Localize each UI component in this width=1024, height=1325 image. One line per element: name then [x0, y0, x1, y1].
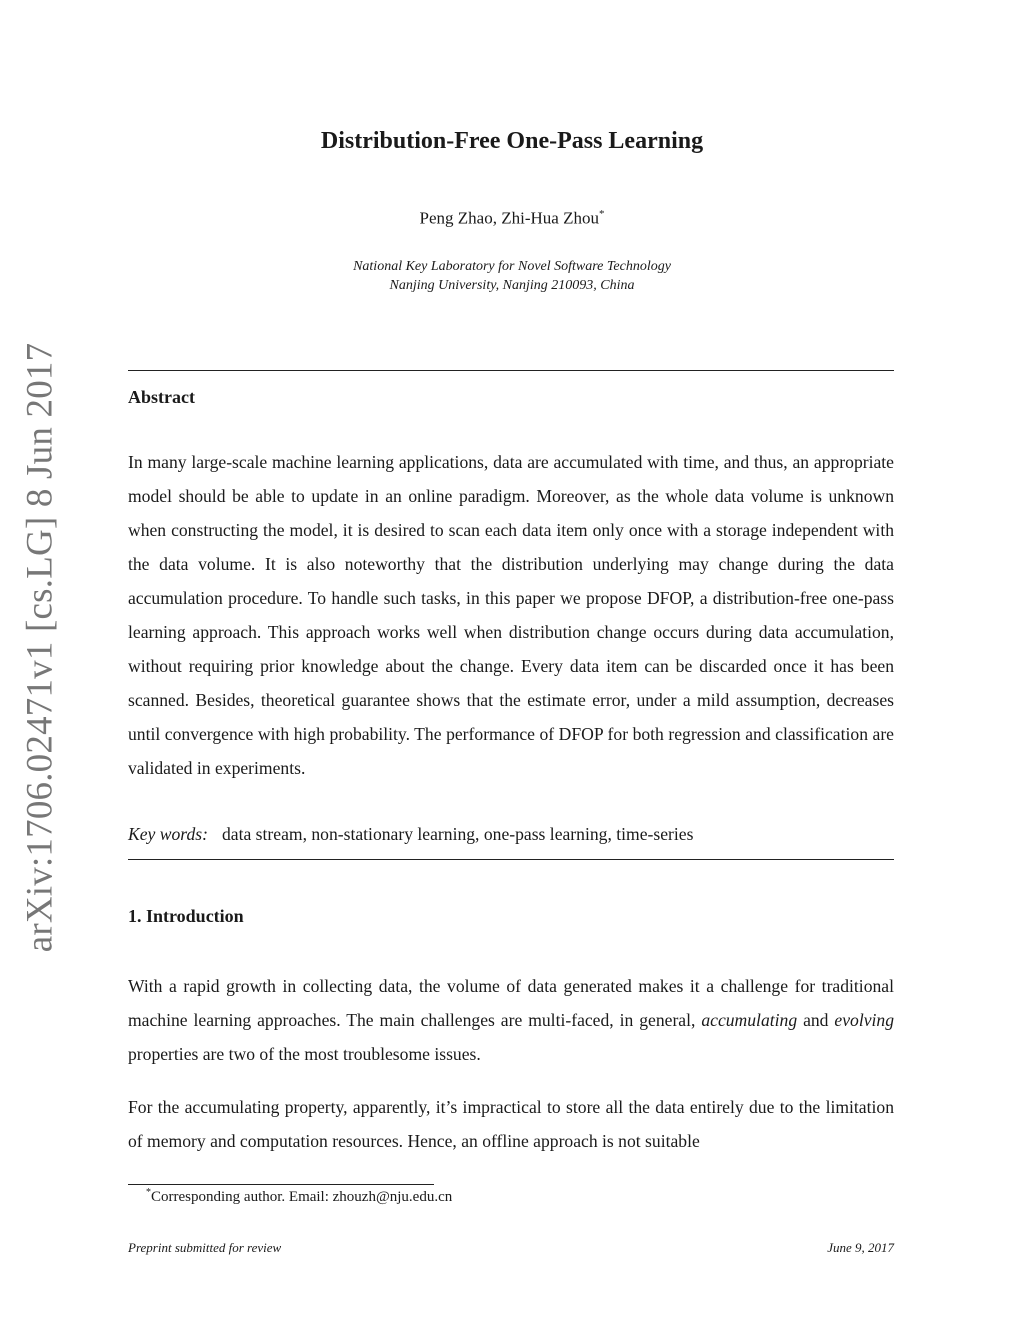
- intro-p1-emphasis-evolving: evolving: [834, 1010, 894, 1030]
- affiliation-line-2: Nanjing University, Nanjing 210093, China: [389, 278, 635, 293]
- authors-line: [0, 208, 1024, 229]
- intro-p1-emphasis-accumulating: accumulating: [701, 1010, 798, 1030]
- affiliation-line-1: National Key Laboratory for Novel Software Technology: [353, 259, 671, 274]
- abstract-heading: Abstract: [128, 387, 195, 407]
- intro-p1-tail: properties are two of the most troublesome issues.: [128, 1044, 481, 1064]
- arxiv-identifier: arXiv:1706.02471v1 [cs.LG] 8 Jun 2017: [19, 342, 61, 952]
- footer-preprint-note: Preprint submitted for review: [128, 1240, 282, 1255]
- corresponding-author-mark: *: [598, 208, 605, 220]
- footnote-mark: *: [146, 1187, 151, 1198]
- introduction-paragraph-1: [128, 969, 894, 1071]
- footnote: [146, 1187, 452, 1206]
- abstract-bottom-rule: [128, 859, 894, 860]
- keywords-list: data stream, non-stationary learning, one-pass learning, time-series: [221, 824, 694, 844]
- keywords-label: Key words:: [128, 824, 208, 844]
- abstract-body: In many large-scale machine learning applications, data are accumulated with time, and thus, an appropriate model should be able to update in an online paradigm. Moreover, as the whole data volume is unknown when constructing the model, it is desired to scan each data item only once with a storage independent with the data volume. It is also noteworthy that the distribution underlying may change during the data accumulation procedure. To handle such tasks, in this paper we propose DFOP, a distribution-free one-pass learning approach. This approach works well when distribution change occurs during data accumulation, without requiring prior knowledge about the change. Every data item can be discarded once it has been scanned. Besides, theoretical guarantee shows that the estimate error, under a mild assumption, decreases until convergence with high probability. The performance of DFOP for both regression and classification are validated in experiments.: [128, 452, 894, 778]
- introduction-paragraph-2: For the accumulating property, apparently, it’s impractical to store all the data entirely due to the limitation of memory and computation resources. Hence, an offline approach is not suitable: [128, 1097, 894, 1151]
- keywords-line: [128, 817, 894, 851]
- introduction-heading: 1. Introduction: [128, 906, 244, 926]
- author-names: Peng Zhao, Zhi-Hua Zhou: [419, 208, 599, 228]
- footer-date: June 9, 2017: [827, 1240, 894, 1255]
- arxiv-side-stamp: [14, 342, 66, 952]
- footnote-rule: [128, 1184, 434, 1185]
- abstract-top-rule: [128, 370, 894, 371]
- intro-p1-and: and: [803, 1010, 829, 1030]
- footnote-text: Corresponding author. Email: zhouzh@nju.edu.cn: [151, 1189, 453, 1205]
- intro-p1-text: With a rapid growth in collecting data, the volume of data generated makes it a challenge for traditional machine learning approaches. The main challenges are multi-faced, in general,: [128, 976, 894, 1030]
- paper-title: Distribution-Free One-Pass Learning: [320, 128, 704, 154]
